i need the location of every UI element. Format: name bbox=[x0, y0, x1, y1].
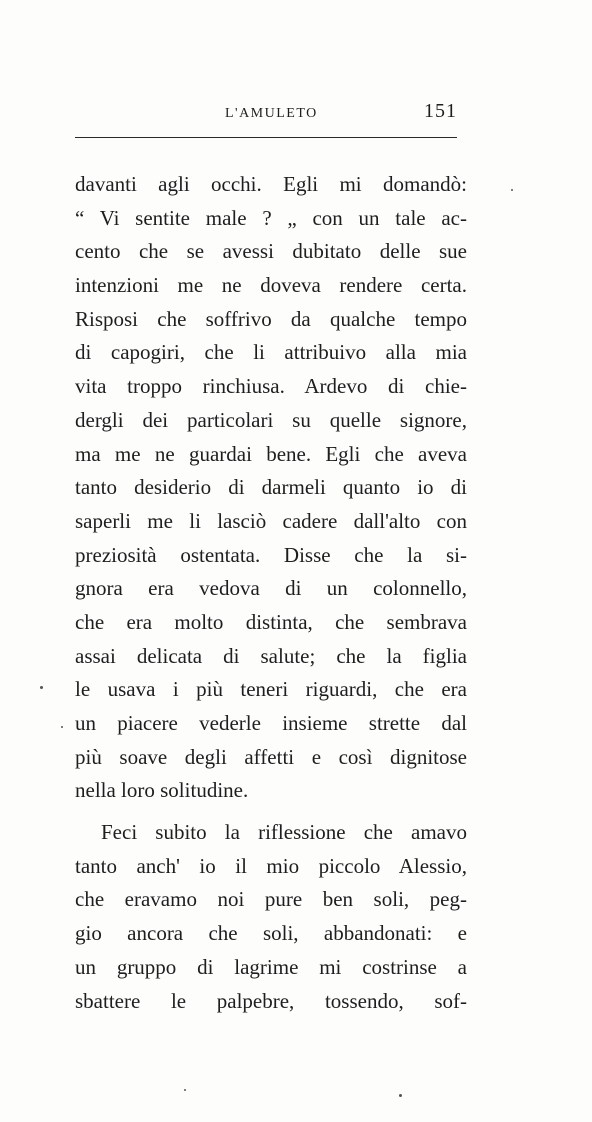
paragraph-2 bbox=[75, 816, 467, 1018]
text-line: che eravamo noi pure ben soli, peg- bbox=[75, 887, 467, 912]
text-line: ma me ne guardai bene. Egli che aveva bbox=[75, 441, 467, 466]
text-line: dergli dei particolari su quelle signore, bbox=[75, 407, 467, 432]
print-speck bbox=[61, 726, 63, 728]
text-line: Risposi che soffrivo da qualche tempo bbox=[75, 306, 467, 331]
text-line: assai delicata di salute; che la figlia bbox=[75, 643, 467, 668]
text-line: di capogiri, che li attribuivo alla mia bbox=[75, 340, 467, 365]
text-line: “ Vi sentite male ? „ con un tale ac- bbox=[75, 205, 467, 230]
text-line: tanto desiderio di darmeli quanto io di bbox=[75, 475, 467, 500]
text-line: che era molto distinta, che sembrava bbox=[75, 609, 467, 634]
text-line: davanti agli occhi. Egli mi domandò: bbox=[75, 172, 467, 196]
header-rule bbox=[75, 137, 457, 138]
print-speck bbox=[184, 1089, 186, 1091]
running-title: L'AMULETO bbox=[225, 106, 318, 121]
text-line: vita troppo rinchiusa. Ardevo di chie- bbox=[75, 374, 467, 399]
text-line: gio ancora che soli, abbandonati: e bbox=[75, 921, 467, 946]
text-line: cento che se avessi dubitato delle sue bbox=[75, 239, 467, 264]
print-speck bbox=[511, 189, 513, 191]
paragraph-1 bbox=[75, 168, 467, 808]
text-line: intenzioni me ne doveva rendere certa. bbox=[75, 273, 467, 298]
text-line: sbattere le palpebre, tossendo, sof- bbox=[75, 988, 467, 1013]
text-line: nella loro solitudine. bbox=[75, 778, 249, 803]
text-line: le usava i più teneri riguardi, che era bbox=[75, 677, 467, 702]
text-line: preziosità ostentata. Disse che la si- bbox=[75, 542, 467, 567]
print-speck bbox=[399, 1094, 402, 1097]
paragraph-gap bbox=[75, 808, 467, 816]
text-line: saperli me li lasciò cadere dall'alto con bbox=[75, 508, 467, 533]
page-number: 151 bbox=[424, 100, 457, 122]
running-head bbox=[75, 96, 457, 126]
text-line: gnora era vedova di un colonnello, bbox=[75, 576, 467, 601]
text-line: più soave degli affetti e così dignitose bbox=[75, 744, 467, 769]
text-line: un gruppo di lagrime mi costrinse a bbox=[75, 954, 467, 979]
text-line: Feci subito la riflessione che amavo bbox=[101, 820, 467, 845]
body-text bbox=[75, 168, 467, 1018]
text-line: tanto anch' io il mio piccolo Alessio, bbox=[75, 853, 467, 878]
text-line: un piacere vederle insieme strette dal bbox=[75, 711, 467, 735]
print-speck bbox=[40, 686, 43, 689]
